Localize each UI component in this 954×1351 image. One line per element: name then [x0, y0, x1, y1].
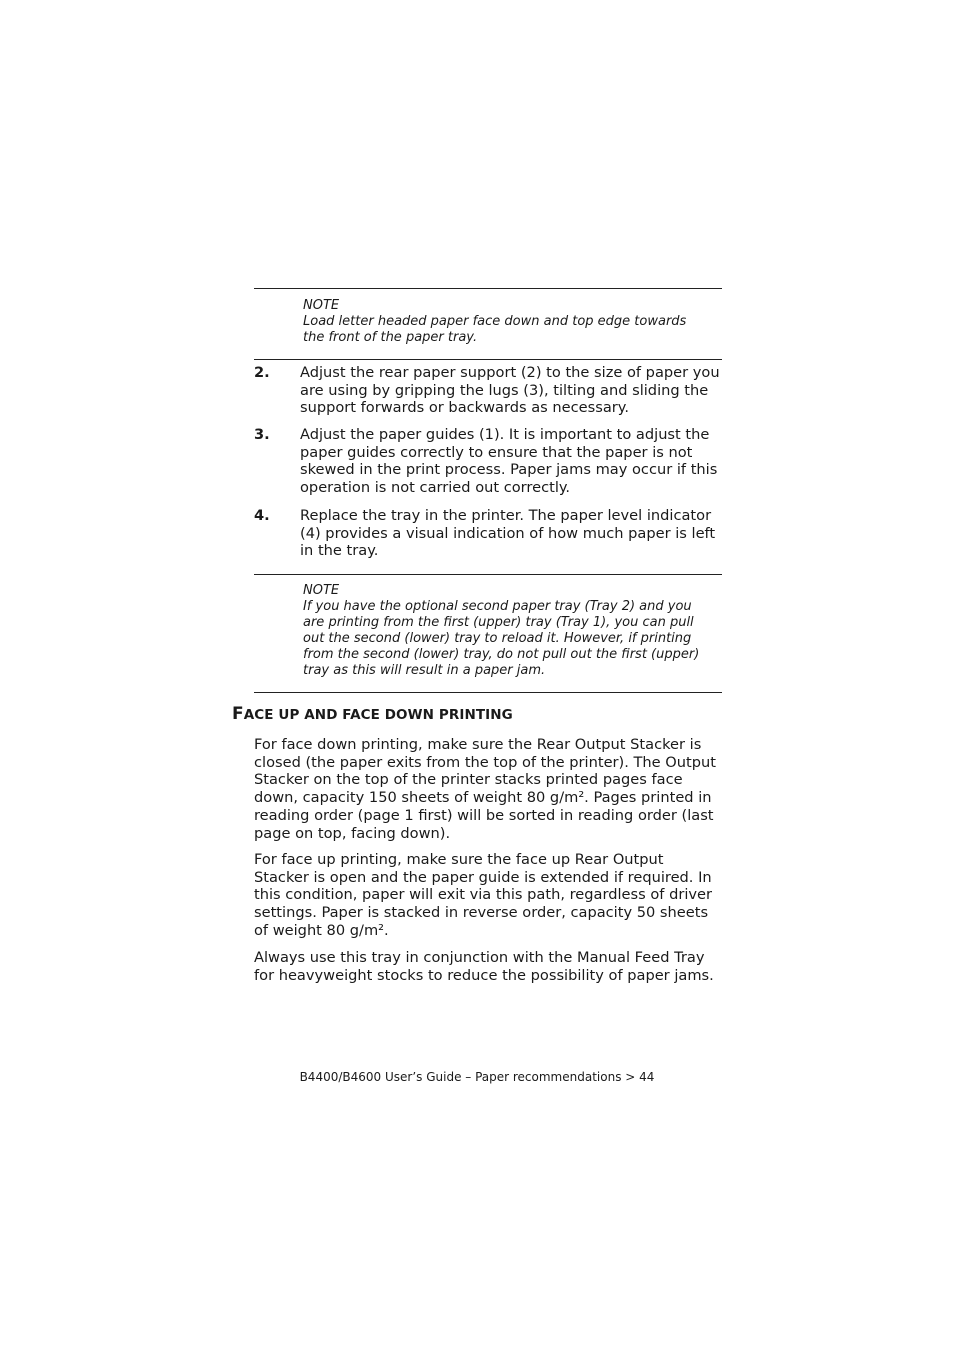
section-heading-rest: ACE UP AND FACE DOWN PRINTING: [243, 707, 513, 723]
note-text: If you have the optional second paper tray (Tray 2) and you are printing from the first (upper) tray (Tray 1), you can pull out the second (lower) tray to reload it. However, if printing from the second (lower) tray, do not pull out the first (upper) tray as this will result in a paper jam.: [303, 599, 700, 678]
step-number: 4.: [254, 507, 270, 524]
note-label: NOTE: [303, 583, 340, 598]
step-text: Adjust the rear paper support (2) to the size of paper you are using by gripping the lugs (3), tilting and sliding the support forwards or backwards as necessary.: [300, 364, 720, 417]
note-content: [303, 298, 703, 346]
section-heading-initial: F: [232, 704, 244, 724]
body-paragraph: For face down printing, make sure the Rear Output Stacker is closed (the paper exits from the top of the printer). The Output Stacker on the top of the printer stacks printed pages face down, capacity 150 sheets of weight 80 g/m². Pages printed in reading order (page 1 first) will be sorted in reading order (last page on top, facing down).: [254, 736, 716, 842]
note-box: [254, 574, 722, 693]
step-text: Replace the tray in the printer. The paper level indicator (4) provides a visual indication of how much paper is left in the tray.: [300, 507, 716, 560]
note-label: NOTE: [303, 298, 340, 313]
step-text: Adjust the paper guides (1). It is important to adjust the paper guides correctly to ensure that the paper is not skewed in the print process. Paper jams may occur if this operation is not carried out correctly.: [300, 426, 718, 497]
section-heading: [232, 704, 513, 724]
step-number: 3.: [254, 426, 270, 443]
body-paragraph: Always use this tray in conjunction with the Manual Feed Tray for heavyweight stocks to reduce the possibility of paper jams.: [254, 949, 714, 984]
note-text: Load letter headed paper face down and top edge towards the front of the paper tray.: [303, 314, 687, 345]
note-content: [303, 583, 703, 679]
page-footer: B4400/B4600 User’s Guide – Paper recommendations > 44: [299, 1070, 655, 1084]
body-paragraph: For face up printing, make sure the face up Rear Output Stacker is open and the paper guide is extended if required. In this condition, paper will exit via this path, regardless of driver settings. Paper is stacked in reverse order, capacity 50 sheets of weight 80 g/m².: [254, 851, 713, 939]
step-number: 2.: [254, 364, 270, 381]
step-list: [254, 364, 722, 564]
note-box: [254, 288, 722, 360]
